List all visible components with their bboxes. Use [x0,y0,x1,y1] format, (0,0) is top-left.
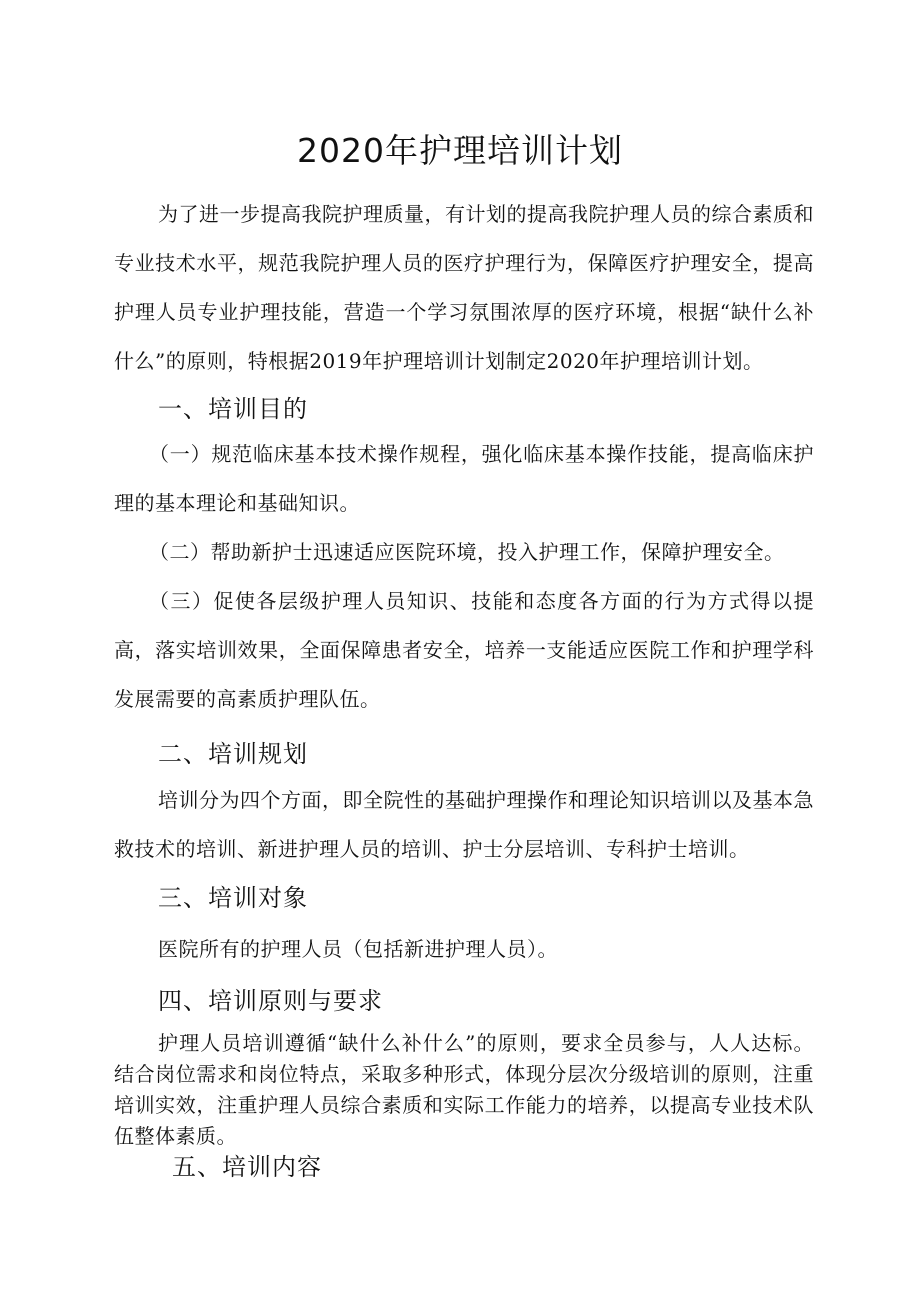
section-2-paragraph: 培训分为四个方面，即全院性的基础护理操作和理论知识培训以及基本急救技术的培训、新进护理人员的培训、护士分层培训、专科护士培训。 [114,788,814,861]
document-title: 2020年护理培训计划 [297,131,623,170]
section-heading-3: 三、培训对象 [158,884,308,912]
intro-paragraph: 为了进一步提高我院护理质量，有计划的提高我院护理人员的综合素质和专业技术水平，规范我院护理人员的医疗护理行为，保障医疗护理安全，提高护理人员专业护理技能，营造一个学习氛围浓厚的医疗环境，根据“缺什么补什么”的原则，特根据2019年护理培训计划制定2020年护理培训计划。 [114,202,814,373]
section-heading-4: 四、培训原则与要求 [158,987,383,1015]
section-1-item-1: （一）规范临床基本技术操作规程，强化临床基本操作技能，提高临床护理的基本理论和基础知识。 [114,442,814,515]
section-3-paragraph: 医院所有的护理人员（包括新进护理人员）。 [158,937,558,961]
section-heading-2: 二、培训规划 [158,740,308,768]
section-1-item-2: （二）帮助新护士迅速适应医院环境，投入护理工作，保障护理安全。 [149,540,785,564]
section-1-item-3: （三）促使各层级护理人员知识、技能和态度各方面的行为方式得以提高，落实培训效果，全面保障患者安全，培养一支能适应医院工作和护理学科发展需要的高素质护理队伍。 [114,589,814,711]
section-heading-5: 五、培训内容 [172,1153,322,1181]
section-4-paragraph: 护理人员培训遵循“缺什么补什么”的原则，要求全员参与，人人达标。结合岗位需求和岗位特点，采取多种形式，体现分层次分级培训的原则，注重培训实效，注重护理人员综合素质和实际工作能力的培养，以提高专业技术队伍整体素质。 [114,1031,814,1148]
section-heading-1: 一、培训目的 [158,395,308,423]
